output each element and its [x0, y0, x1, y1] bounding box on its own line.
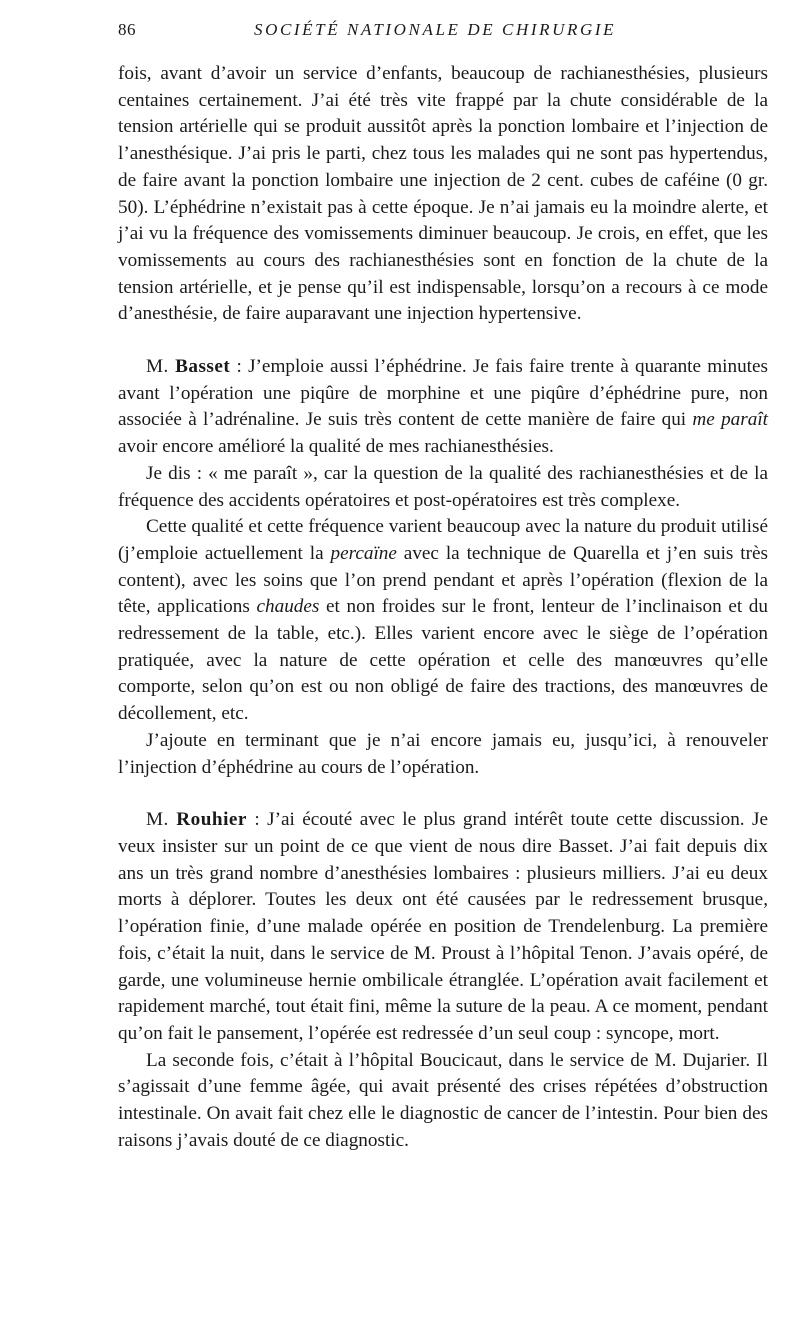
paragraph-text: avec la technique de Quarella et j’en suis très content), avec les soins que l’on prend pendant et après l’opération (flexion de la tête, applications [118, 542, 768, 618]
emphasis-text: percaïne [330, 542, 397, 564]
body-text [118, 61, 768, 1154]
paragraph-continuation: fois, avant d’avoir un service d’enfants, beaucoup de rachianesthésies, plusieurs centaines certainement. J’ai été très vite frappé par la chute considérable de la tension artérielle qui se produit aussitôt après la ponction lombaire et l’injection de l’anesthésique. J’ai pris le parti, chez tous les malades qui ne sont pas hypertendus, de faire avant la ponction lombaire une injection de 2 cent. cubes de caféine (0 gr. 50). L’éphédrine n’existait pas à cette époque. Je n’ai jamais eu la moindre alerte, et j’ai vu la fréquence des vomissements diminuer beaucoup. Je crois, en effet, que les vomissements au cours des rachianesthésies sont en fonction de la chute de la tension artérielle, et je pense qu’il est indispensable, lorsqu’on a recours à ce mode d’anesthésie, de faire auparavant une injection hypertensive. [118, 63, 768, 325]
paragraph-text: : J’ai écouté avec le plus grand intérêt toute cette discussion. Je veux insister sur un point de ce que vient de nous dire Basset. J’ai fait depuis dix ans un très grand nombre d’anesthésies lombaires : plusieurs milliers. J’ai eu deux morts à déplorer. Toutes les deux ont été causées par le redressement brusque, l’opération finie, d’une malade opérée en position de Trendelenburg. La première fois, c’était la nuit, dans le service de M. Proust à l’hôpital Tenon. J’avais opéré, de garde, une volumineuse hernie ombilicale étranglée. L’opération avait facilement et rapidement marché, tout était fini, même la suture de la peau. A ce moment, pendant qu’on fait le pansement, l’opérée est redressée d’un seul coup : syncope, mort. [118, 809, 768, 1044]
running-title: SOCIÉTÉ NATIONALE DE CHIRURGIE [254, 20, 617, 39]
paragraph-text: Cette qualité et cette fréquence varient beaucoup avec la nature du produit utilisé (j’emploie actuellement la [118, 516, 768, 564]
speaker-name: Rouhier [176, 809, 247, 831]
page-header [118, 20, 768, 46]
paragraph: La seconde fois, c’était à l’hôpital Boucicaut, dans le service de M. Dujarier. Il s’agissait d’une femme âgée, qui avait présenté des crises répétées d’obstruction intestinale. On avait fait chez elle le diagnostic de cancer de l’intestin. Pour bien des raisons j’avais douté de ce diagnostic. [118, 1049, 768, 1151]
emphasis-text: me paraît [692, 409, 768, 431]
paragraph-basset [118, 354, 768, 461]
speaker-name: Basset [175, 356, 231, 378]
emphasis-text: chaudes [256, 596, 320, 618]
paragraph: J’ajoute en terminant que je n’ai encore jamais eu, jusqu’ici, à renouveler l’injection d’éphédrine au cours de l’opération. [118, 729, 768, 778]
page-number: 86 [118, 20, 136, 39]
paragraph-rouhier [118, 807, 768, 1047]
paragraph-text: avoir encore amélioré la qualité de mes rachianesthésies. [118, 436, 554, 458]
paragraph-text: et non froides sur le front, lenteur de l’inclinaison et du redressement de la table, etc.). Elles varient encore avec le siège de l’opération pratiquée, avec la nature de cette opération et celle des manœuvres qu’elle comporte, selon qu’on est ou non obligé de faire des tractions, des manœuvres de décollement, etc. [118, 596, 768, 725]
paragraph: Je dis : « me paraît », car la question de la qualité des rachianesthésies et de la fréquence des accidents opératoires et post-opératoires est très complexe. [118, 462, 768, 511]
paragraph-text: : J’emploie aussi l’éphédrine. Je fais faire trente à quarante minutes avant l’opération une piqûre de morphine et une piqûre d’éphédrine pure, non associée à l’adrénaline. Je suis très content de cette manière de faire qui [118, 356, 768, 431]
speaker-title: M. [146, 809, 169, 831]
speaker-title: M. [146, 356, 169, 378]
paragraph [118, 514, 768, 728]
